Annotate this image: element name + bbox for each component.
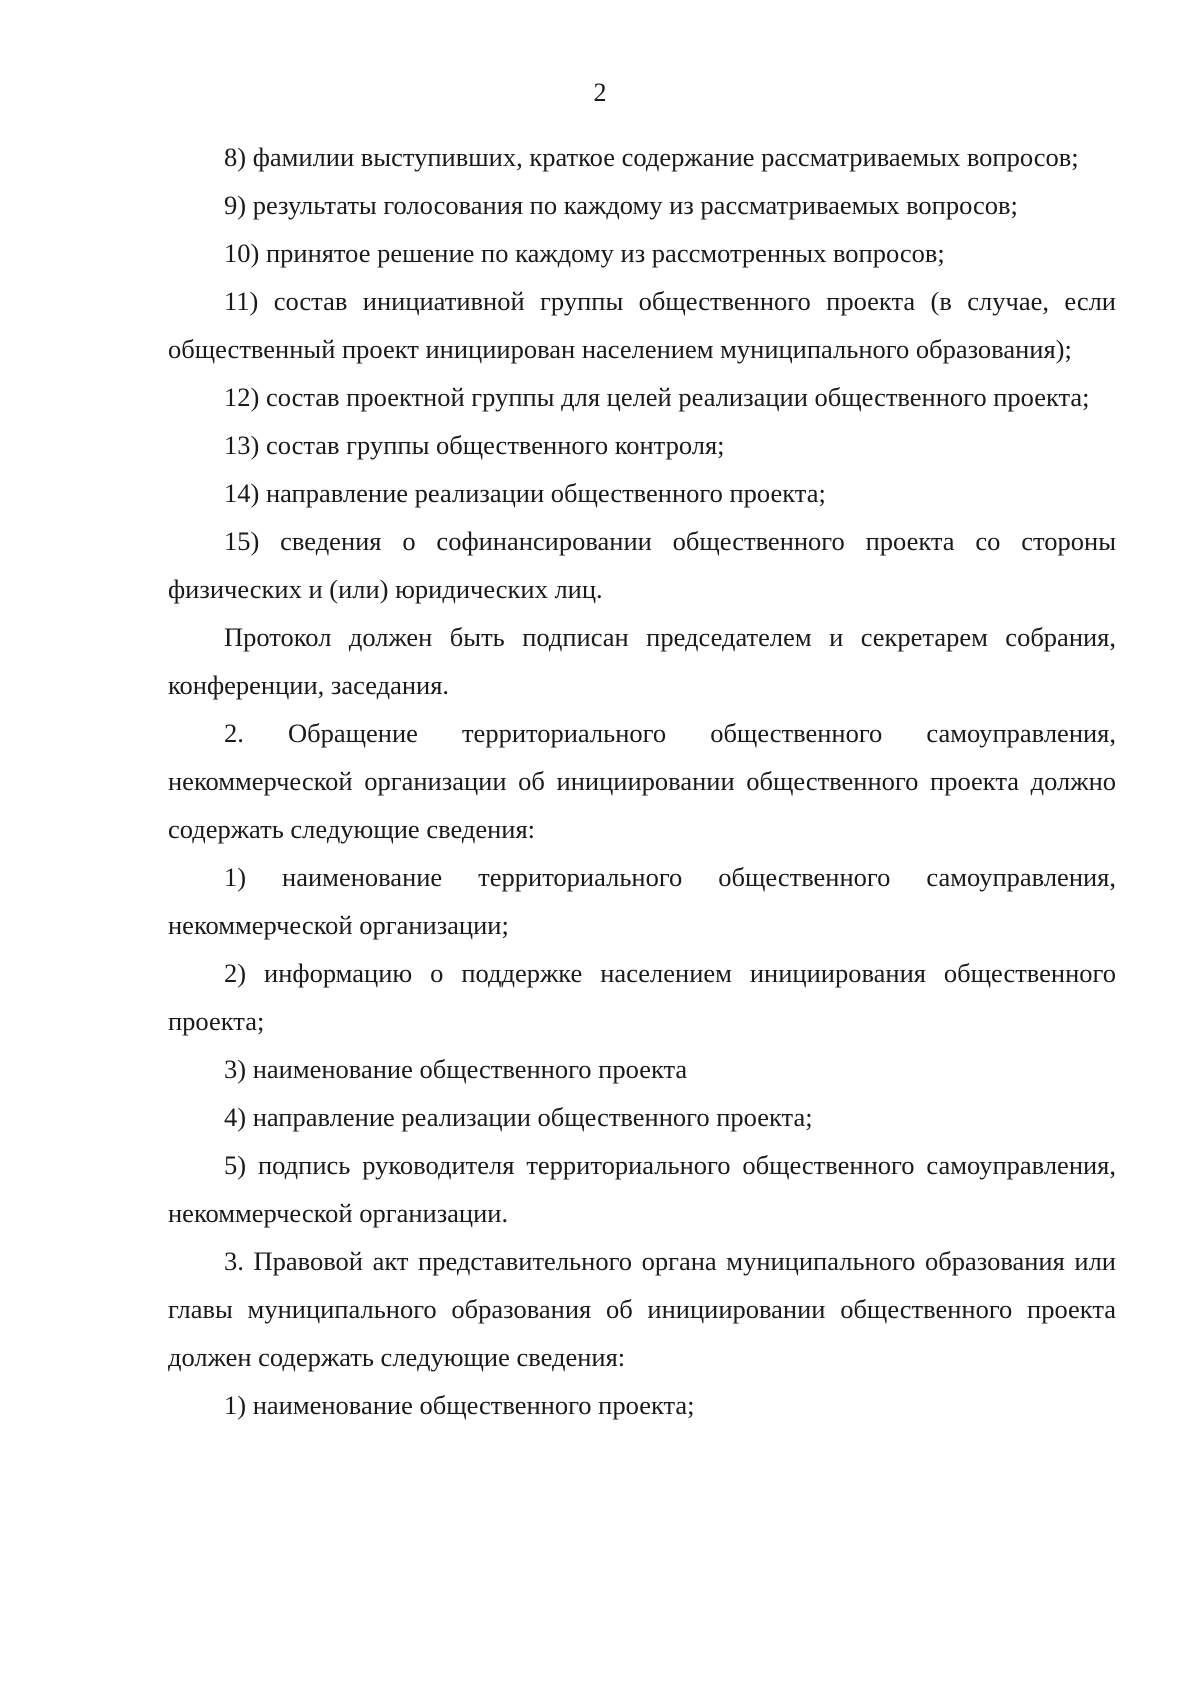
- list-item-15: 15) сведения о софинансировании общественного проекта со стороны физических и (или) юридических лиц.: [168, 526, 1116, 604]
- section-3-paragraph: 3. Правовой акт представительного органа муниципального образования или главы муниципального образования об инициировании общественного проекта должен содержать следующие сведения:: [168, 1246, 1116, 1372]
- page-number: 2: [593, 78, 607, 107]
- list-item-12: 12) состав проектной группы для целей реализации общественного проекта;: [224, 382, 1090, 412]
- list-item-8: 8) фамилии выступивших, краткое содержание рассматриваемых вопросов;: [224, 142, 1079, 172]
- section-2-item-2: 2) информацию о поддержке населением инициирования общественного проекта;: [168, 958, 1116, 1036]
- section-2-paragraph: 2. Обращение территориального общественного самоуправления, некоммерческой организации об инициировании общественного проекта должно содержать следующие сведения:: [168, 718, 1116, 844]
- section-3-item-1: 1) наименование общественного проекта;: [224, 1390, 695, 1420]
- list-item-14: 14) направление реализации общественного проекта;: [224, 478, 826, 508]
- protocol-signature-paragraph: Протокол должен быть подписан председателем и секретарем собрания, конференции, заседания.: [168, 622, 1116, 700]
- list-item-11: 11) состав инициативной группы общественного проекта (в случае, если общественный проект инициирован населением муниципального образования);: [168, 286, 1116, 364]
- document-body: [168, 133, 1116, 1429]
- section-2-item-4: 4) направление реализации общественного проекта;: [224, 1102, 813, 1132]
- section-2-item-1: 1) наименование территориального общественного самоуправления, некоммерческой организации;: [168, 862, 1116, 940]
- section-2-item-5: 5) подпись руководителя территориального общественного самоуправления, некоммерческой организации.: [168, 1150, 1116, 1228]
- section-2-item-3: 3) наименование общественного проекта: [224, 1054, 688, 1084]
- list-item-9: 9) результаты голосования по каждому из рассматриваемых вопросов;: [224, 190, 1018, 220]
- list-item-13: 13) состав группы общественного контроля;: [224, 430, 725, 460]
- list-item-10: 10) принятое решение по каждому из рассмотренных вопросов;: [224, 238, 945, 268]
